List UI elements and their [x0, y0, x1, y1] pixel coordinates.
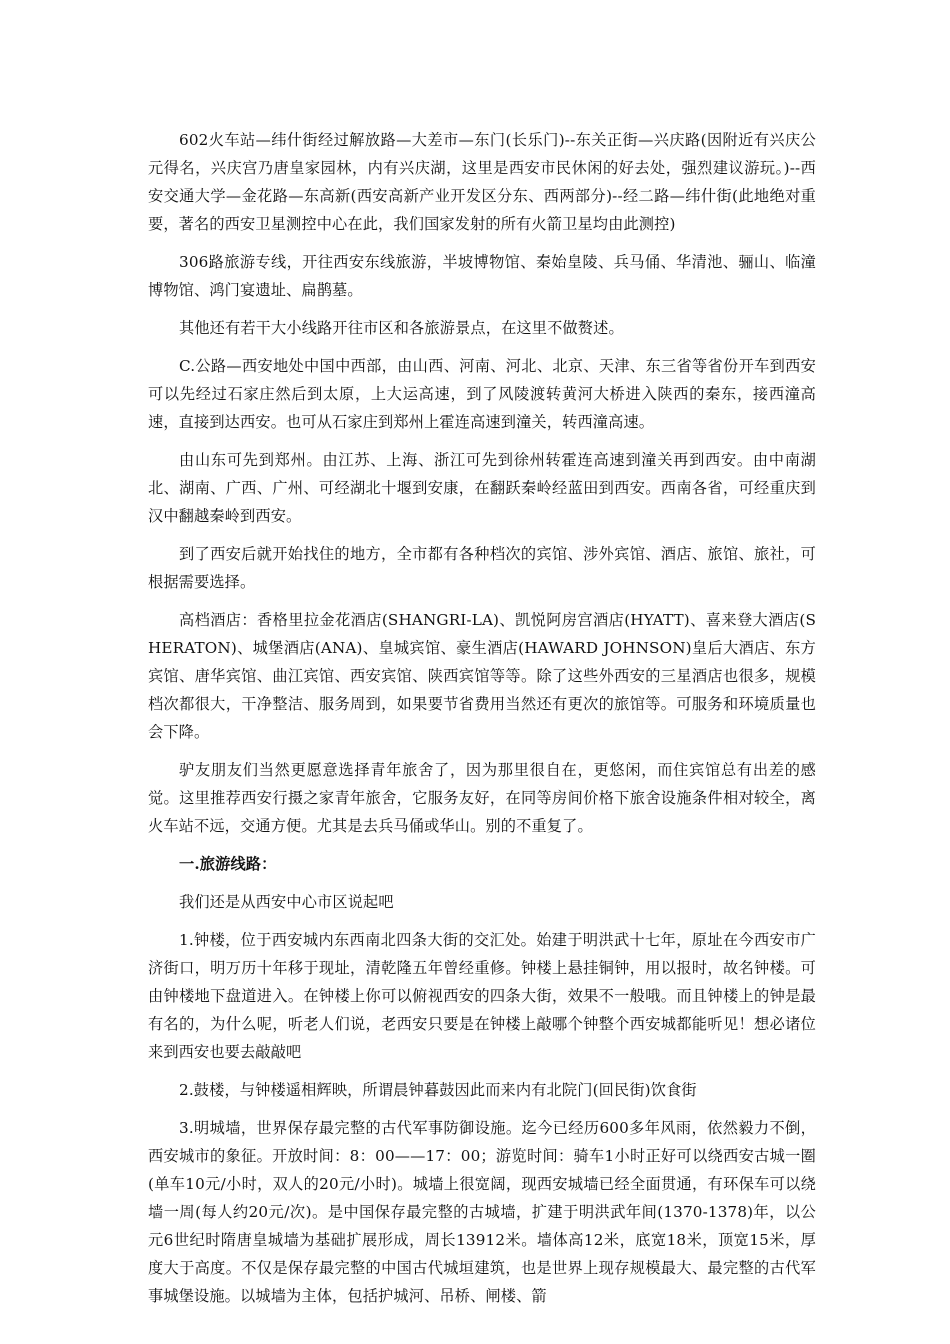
paragraph-accommodation: 到了西安后就开始找住的地方，全市都有各种档次的宾馆、涉外宾馆、酒店、旅馆、旅社，可根据需要选择。 — [148, 545, 816, 591]
document-page — [148, 126, 816, 1320]
paragraph-bus-306-route: 306路旅游专线，开往西安东线旅游，半坡博物馆、秦始皇陵、兵马俑、华清池、骊山、临潼博物馆、鸿门宴遗址、扁鹊墓。 — [148, 253, 816, 299]
paragraph-drum-tower: 2.鼓楼，与钟楼遥相辉映，所谓晨钟暮鼓因此而来内有北院门(回民街)饮食街 — [179, 1081, 697, 1099]
paragraph-youth-hostel: 驴友朋友们当然更愿意选择青年旅舍了，因为那里很自在，更悠闲，而住宾馆总有出差的感觉。这里推荐西安行摄之家青年旅舍，它服务友好，在同等房间价格下旅舍设施条件相对较全，离火车站不远，交通方便。尤其是去兵马俑或华山。别的不重复了。 — [148, 761, 816, 835]
paragraph-highway-south: 由山东可先到郑州。由江苏、上海、浙江可先到徐州转霍连高速到潼关再到西安。由中南湖北、湖南、广西、广州、可经湖北十堰到安康，在翻跃秦岭经蓝田到西安。西南各省，可经重庆到汉中翻越秦岭到西安。 — [148, 451, 816, 525]
paragraph-hotels: 高档酒店：香格里拉金花酒店(SHANGRI-LA)、凯悦阿房宫酒店(HYATT)、喜来登大酒店(SHERATON)、城堡酒店(ANA)、皇城宾馆、豪生酒店(HAWARD JOHNSON)皇后大酒店、东方宾馆、唐华宾馆、曲江宾馆、西安宾馆、陕西宾馆等等。除了这些外西安的三星酒店也很多，规模档次都很大，干净整洁、服务周到，如果要节省费用当然还有更次的旅馆等。可服务和环境质量也会下降。 — [148, 611, 816, 741]
paragraph-intro: 我们还是从西安中心市区说起吧 — [179, 893, 394, 911]
section-heading-tour-routes: 一.旅游线路： — [179, 855, 277, 873]
paragraph-other-routes: 其他还有若干大小线路开往市区和各旅游景点，在这里不做赘述。 — [179, 319, 624, 337]
paragraph-bus-602-route: 602火车站—纬什街经过解放路—大差市—东门(长乐门)--东关正街—兴庆路(因附近有兴庆公元得名，兴庆宫乃唐皇家园林，内有兴庆湖，这里是西安市民休闲的好去处，强烈建议游玩。)--西安交通大学—金花路—东高新(西安高新产业开发区分东、西两部分)--经二路—纬什街(此地绝对重要，著名的西安卫星测控中心在此，我们国家发射的所有火箭卫星均由此测控) — [148, 131, 816, 233]
paragraph-highway-north: C.公路—西安地处中国中西部，由山西、河南、河北、北京、天津、东三省等省份开车到西安可以先经过石家庄然后到太原，上大运高速，到了风陵渡转黄河大桥进入陕西的秦东，接西潼高速，直接到达西安。也可从石家庄到郑州上霍连高速到潼关，转西潼高速。 — [148, 357, 816, 431]
paragraph-bell-tower: 1.钟楼，位于西安城内东西南北四条大街的交汇处。始建于明洪武十七年，原址在今西安市广济街口，明万历十年移于现址，清乾隆五年曾经重修。钟楼上悬挂铜钟，用以报时，故名钟楼。可由钟楼地下盘道进入。在钟楼上你可以俯视西安的四条大街，效果不一般哦。而且钟楼上的钟是最有名的，为什么呢，听老人们说，老西安只要是在钟楼上敲哪个钟整个西安城都能听见！想必诸位来到西安也要去敲敲吧 — [148, 931, 816, 1061]
paragraph-city-wall: 3.明城墙，世界保存最完整的古代军事防御设施。迄今已经历600多年风雨，依然毅力不倒，西安城市的象征。开放时间：8：00——17：00；游览时间：骑车1小时正好可以绕西安古城一圈(单车10元/小时，双人的20元/小时)。城墙上很宽阔，现西安城墙已经全面贯通，有环保车可以绕墙一周(每人约20元/次)。是中国保存最完整的古城墙，扩建于明洪武年间(1370-1378)年，以公元6世纪时隋唐皇城墙为基础扩展形成，周长13912米。墙体高12米，底宽18米，顶宽15米，厚度大于高度。不仅是保存最完整的中国古代城垣建筑，也是世界上现存规模最大、最完整的古代军事城堡设施。以城墙为主体，包括护城河、吊桥、闸楼、箭 — [148, 1119, 816, 1305]
